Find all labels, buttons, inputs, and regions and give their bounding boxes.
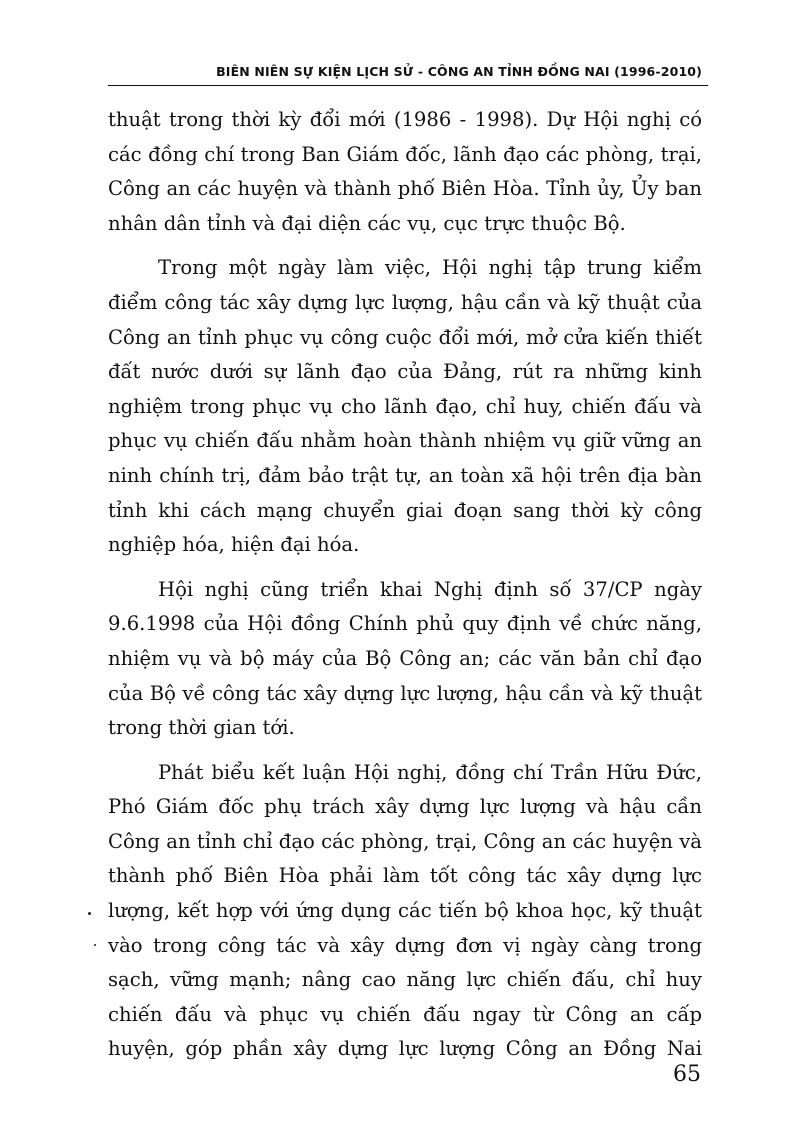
body-text xyxy=(108,103,702,1077)
scan-speck xyxy=(94,944,96,946)
paragraph-conclusion: Phát biểu kết luận Hội nghị, đồng chí Trần Hữu Đức, Phó Giám đốc phụ trách xây dựng lực lượng và hậu cần Công an tỉnh chỉ đạo các phòng, trại, Công an các huyện và thành phố Biên Hòa phải làm tốt công tác xây dựng lực lượng, kết hợp với ứng dụng các tiến bộ khoa học, kỹ thuật vào trong công tác và xây dựng đơn vị ngày càng trong sạch, vững mạnh; nâng cao năng lực chiến đấu, chỉ huy chiến đấu và phục vụ chiến đấu ngay từ Công an cấp huyện, góp phần xây dựng lực lượng Công an Đồng Nai xyxy=(108,760,702,1061)
paragraph-decree-37: Hội nghị cũng triển khai Nghị định số 37/CP ngày 9.6.1998 của Hội đồng Chính phủ quy định về chức năng, nhiệm vụ và bộ máy của Bộ Công an; các văn bản chỉ đạo của Bộ về công tác xây dựng lực lượng, hậu cần và kỹ thuật trong thời gian tới. xyxy=(108,577,702,740)
paragraph-conference-review: Trong một ngày làm việc, Hội nghị tập trung kiểm điểm công tác xây dựng lực lượng, hậu cần và kỹ thuật của Công an tỉnh phục vụ công cuộc đổi mới, mở cửa kiến thiết đất nước dưới sự lãnh đạo của Đảng, rút ra những kinh nghiệm trong phục vụ cho lãnh đạo, chỉ huy, chiến đấu và phục vụ chiến đấu nhằm hoàn thành nhiệm vụ giữ vững an ninh chính trị, đảm bảo trật tự, an toàn xã hội trên địa bàn tỉnh khi cách mạng chuyển giai đoạn sang thời kỳ công nghiệp hóa, hiện đại hóa. xyxy=(108,256,702,557)
page-number: 65 xyxy=(673,1062,701,1087)
running-header: BIÊN NIÊN SỰ KIỆN LỊCH SỬ - CÔNG AN TỈNH ĐỒNG NAI (1996-2010) xyxy=(216,64,702,79)
paragraph-continuation: thuật trong thời kỳ đổi mới (1986 - 1998). Dự Hội nghị có các đồng chí trong Ban Giám đốc, lãnh đạo các phòng, trại, Công an các huyện và thành phố Biên Hòa. Tỉnh ủy, Ủy ban nhân dân tỉnh và đại diện các vụ, cục trực thuộc Bộ. xyxy=(108,108,702,235)
scan-speck xyxy=(88,912,91,915)
header-rule xyxy=(108,85,708,86)
